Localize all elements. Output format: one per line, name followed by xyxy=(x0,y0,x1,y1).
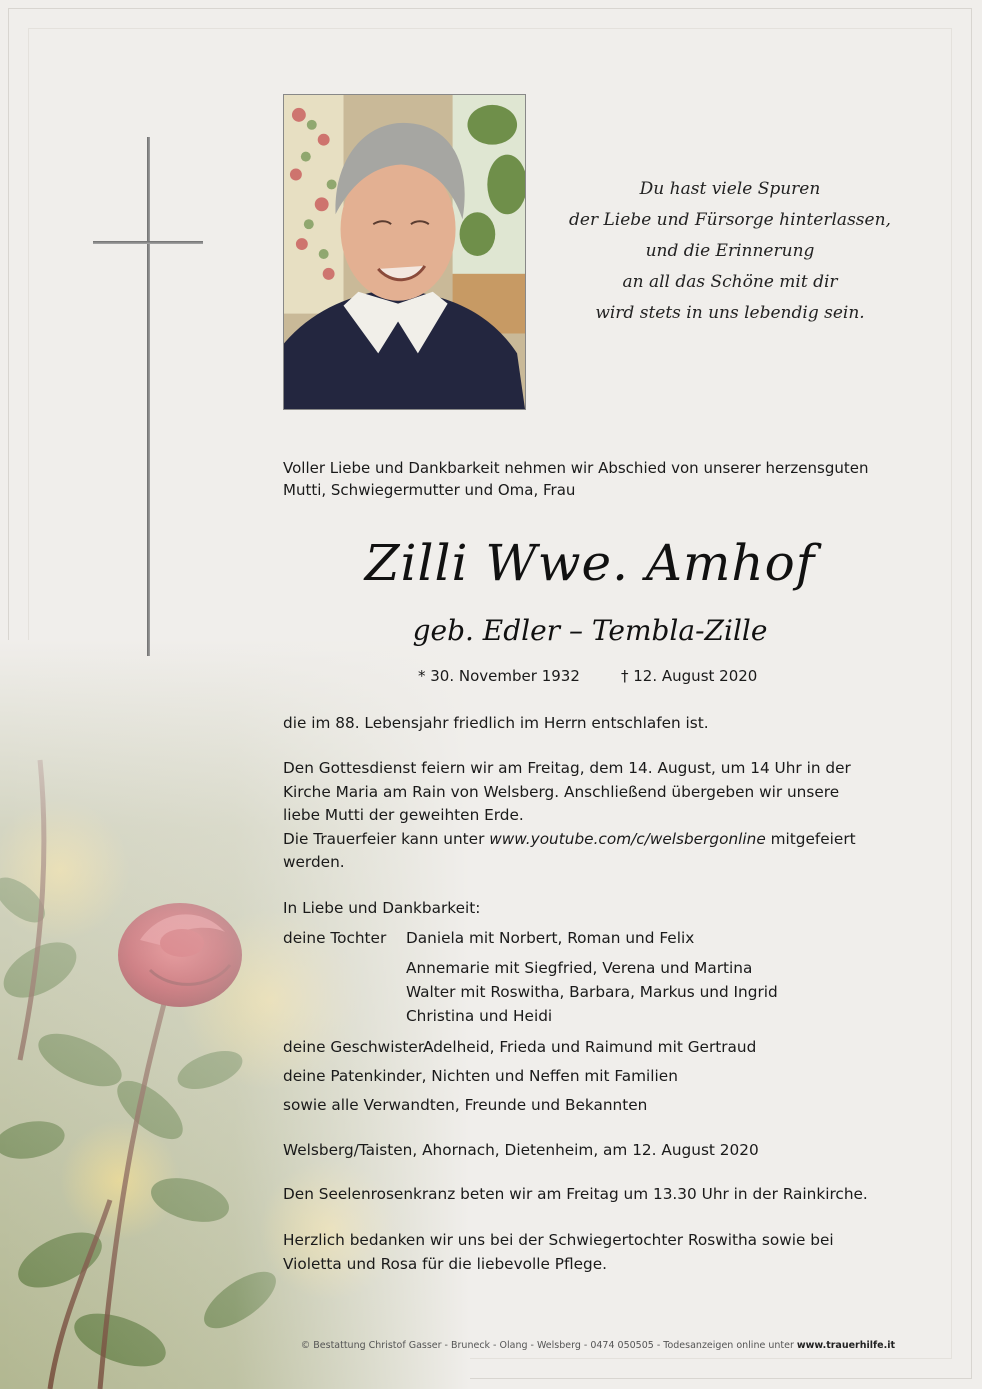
rosary-info: Den Seelenrosenkranz beten wir am Freitag um 13.30 Uhr in der Rainkirche. xyxy=(283,1185,868,1203)
thanks-text xyxy=(283,1229,903,1276)
poem-line: an all das Schöne mit dir xyxy=(622,272,838,292)
service-text: mitgefeiert xyxy=(765,829,856,848)
intro-text xyxy=(283,457,903,501)
relation-label: deine Geschwister xyxy=(283,1038,425,1056)
service-line: Den Gottesdienst feiern wir am Freitag, dem 14. August, um 14 Uhr in der xyxy=(283,759,851,777)
relation-value: Annemarie mit Siegfried, Verena und Martina xyxy=(406,959,753,977)
relation-value: Daniela mit Norbert, Roman und Felix xyxy=(406,929,695,947)
relation-label: deine Tochter xyxy=(283,929,387,947)
passing-text: die im 88. Lebensjahr friedlich im Herrn entschlafen ist. xyxy=(283,714,709,732)
birth-name: geb. Edler – Tembla-Zille xyxy=(412,614,768,647)
date-of-birth: * 30. November 1932 xyxy=(418,667,580,685)
relation-value: Christina und Heidi xyxy=(406,1007,553,1025)
footer-link[interactable]: www.trauerhilfe.it xyxy=(796,1340,895,1351)
footer-text: © Bestattung Christof Gasser - Bruneck - Olang - Welsberg - 0474 050505 - Todesanzeigen online unter xyxy=(300,1340,797,1351)
date-of-death: † 12. August 2020 xyxy=(621,667,758,685)
relatives-others: sowie alle Verwandten, Freunde und Bekannten xyxy=(283,1096,648,1114)
service-line: Kirche Maria am Rain von Welsberg. Anschließend übergeben wir unsere xyxy=(283,782,840,801)
poem-line: wird stets in uns lebendig sein. xyxy=(595,303,865,323)
service-line: werden. xyxy=(283,853,345,871)
service-line xyxy=(283,828,903,852)
footer xyxy=(283,1340,895,1351)
rose-background-image xyxy=(0,640,470,1389)
poem xyxy=(560,174,900,329)
poem-line: der Liebe und Fürsorge hinterlassen, xyxy=(569,210,891,230)
portrait-photo xyxy=(283,94,526,410)
thanks-line: Herzlich bedanken wir uns bei der Schwiegertochter Roswitha sowie bei xyxy=(283,1231,834,1249)
poem-line: Du hast viele Spuren xyxy=(639,179,821,199)
deceased-name: Zilli Wwe. Amhof xyxy=(364,534,816,592)
relatives-godchildren: deine Patenkinder, Nichten und Neffen mit Familien xyxy=(283,1067,678,1085)
relation-value: Walter mit Roswitha, Barbara, Markus und Ingrid xyxy=(406,983,778,1001)
intro-line: Mutti, Schwiegermutter und Oma, Frau xyxy=(283,481,576,499)
relation-value: Adelheid, Frieda und Raimund mit Gertraud xyxy=(423,1038,757,1056)
stream-link[interactable]: www.youtube.com/c/welsbergonline xyxy=(489,829,766,848)
service-line: liebe Mutti der geweihten Erde. xyxy=(283,806,524,824)
gratitude-heading: In Liebe und Dankbarkeit: xyxy=(283,899,481,917)
cross-icon-bar xyxy=(93,241,203,244)
intro-line: Voller Liebe und Dankbarkeit nehmen wir Abschied von unserer herzensguten xyxy=(283,459,869,477)
place-date: Welsberg/Taisten, Ahornach, Dietenheim, am 12. August 2020 xyxy=(283,1141,759,1159)
service-info xyxy=(283,757,903,875)
thanks-line: Violetta und Rosa für die liebevolle Pflege. xyxy=(283,1254,608,1273)
cross-icon xyxy=(147,137,150,656)
poem-line: und die Erinnerung xyxy=(645,241,815,261)
service-text: Die Trauerfeier kann unter xyxy=(283,829,490,848)
